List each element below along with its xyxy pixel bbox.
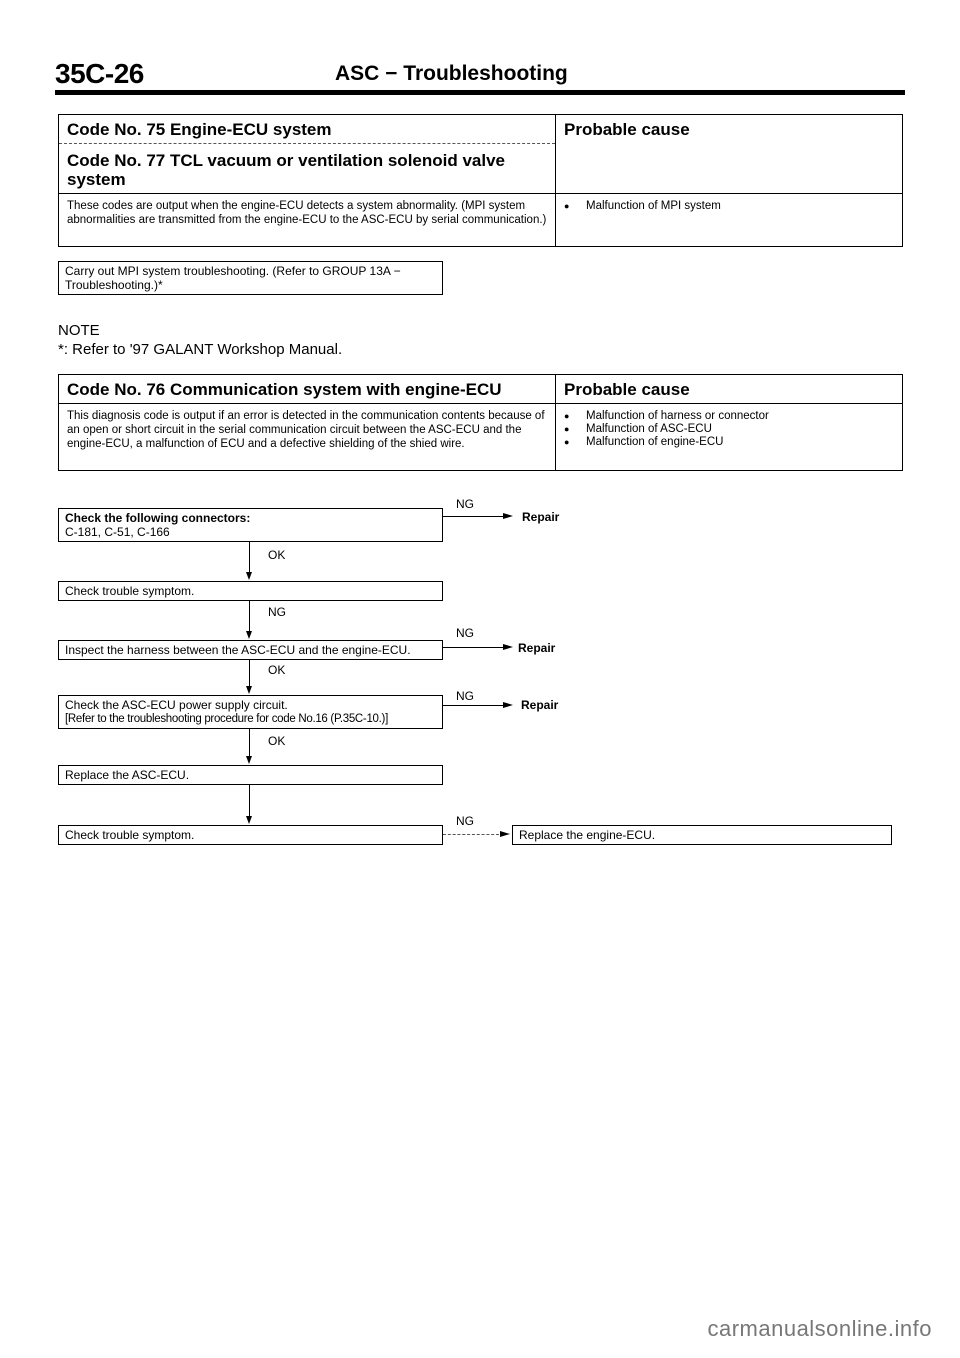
page-title: ASC − Troubleshooting xyxy=(335,62,568,85)
note-text: *: Refer to '97 GALANT Workshop Manual. xyxy=(58,341,343,358)
arrow-down-icon xyxy=(246,756,252,764)
ng-label: NG xyxy=(456,497,474,511)
connector-line xyxy=(249,729,250,758)
arrow-down-icon xyxy=(246,686,252,694)
connector-line xyxy=(249,601,250,633)
repair-result: Repair xyxy=(518,641,556,655)
probable-cause-heading: Probable cause xyxy=(564,380,690,399)
flow-step-check-power-supply xyxy=(58,695,443,729)
page-number: 35C-26 xyxy=(55,58,144,89)
flow-step-check-symptom: Check trouble symptom. xyxy=(58,581,443,601)
arrow-down-icon xyxy=(246,631,252,639)
code-75-title: Code No. 75 Engine-ECU system xyxy=(67,120,332,139)
arrow-right-icon xyxy=(503,702,513,708)
ng-label: NG xyxy=(456,626,474,640)
connector-line xyxy=(249,542,250,574)
arrow-right-icon xyxy=(503,644,513,650)
probable-cause-heading: Probable cause xyxy=(564,120,690,139)
step-line: Check the ASC-ECU power supply circuit. xyxy=(65,698,288,712)
arrow-down-icon xyxy=(246,572,252,580)
code-75-77-description: These codes are output when the engine-ECU detects a system abnormality. (MPI system abnormalities are transmitted from the engine-ECU to the ASC-ECU by serial communication.) xyxy=(67,200,547,226)
connector-line xyxy=(249,785,250,818)
ok-label: OK xyxy=(268,734,286,748)
code-77-title: Code No. 77 TCL vacuum or ventilation solenoid valve system xyxy=(59,143,555,193)
flow-step-replace-engine-ecu: Replace the engine-ECU. xyxy=(512,825,892,845)
code-76-description: This diagnosis code is output if an error is detected in the communication contents because of an open or short circuit in the serial communication circuit between the ASC-ECU and the engine-ECU, a malfunction of ECU and a defective shielding of the shied wire. xyxy=(67,410,545,450)
mpi-troubleshooting-box: Carry out MPI system troubleshooting. (Refer to GROUP 13A − Troubleshooting.)* xyxy=(58,261,443,295)
cause-item: ● Malfunction of engine-ECU xyxy=(564,436,894,449)
flow-step-check-connectors xyxy=(58,508,443,542)
cause-item: ● Malfunction of MPI system xyxy=(564,200,894,213)
watermark: carmanualsonline.info xyxy=(707,1316,932,1341)
code-76-causes xyxy=(556,404,902,455)
cause-item: ● Malfunction of ASC-ECU xyxy=(564,423,894,436)
header-rule xyxy=(55,90,905,95)
arrow-right-icon xyxy=(500,831,510,837)
code-75-77-table xyxy=(58,114,903,247)
code-76-title: Code No. 76 Communication system with engine-ECU xyxy=(67,380,502,399)
connector-line xyxy=(443,834,499,836)
repair-result: Repair xyxy=(521,698,559,712)
ok-label: OK xyxy=(268,663,286,677)
code-76-table xyxy=(58,374,903,471)
ng-label: NG xyxy=(268,605,286,619)
connector-list: C-181, C-51, C-166 xyxy=(65,525,170,539)
code-75-77-causes xyxy=(556,194,902,219)
ok-label: OK xyxy=(268,548,286,562)
ng-label: NG xyxy=(456,814,474,828)
flow-step-inspect-harness: Inspect the harness between the ASC-ECU and the engine-ECU. xyxy=(58,640,443,660)
connector-line xyxy=(249,660,250,688)
cause-item: ● Malfunction of harness or connector xyxy=(564,410,894,423)
connector-line xyxy=(443,647,503,648)
connector-line xyxy=(443,516,503,517)
note-label: NOTE xyxy=(58,322,100,339)
flow-step-check-symptom-final: Check trouble symptom. xyxy=(58,825,443,845)
arrow-right-icon xyxy=(503,513,513,519)
ng-label: NG xyxy=(456,689,474,703)
step-reference: [Refer to the troubleshooting procedure for code No.16 (P.35C-10.)] xyxy=(65,713,388,725)
connector-line xyxy=(443,705,503,706)
flow-step-replace-asc-ecu: Replace the ASC-ECU. xyxy=(58,765,443,785)
arrow-down-icon xyxy=(246,816,252,824)
repair-result: Repair xyxy=(522,510,560,524)
step-title: Check the following connectors: xyxy=(65,511,251,525)
